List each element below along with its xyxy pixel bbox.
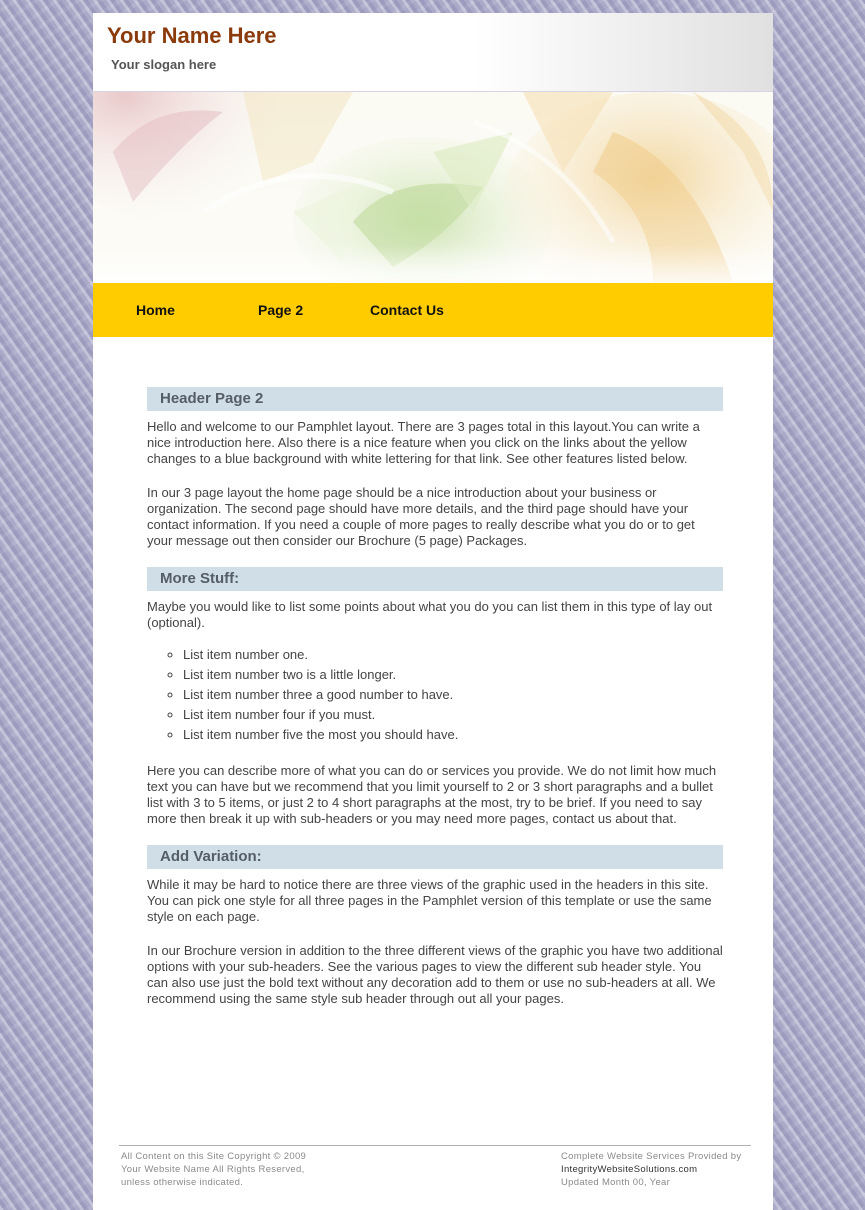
copyright-line: All Content on this Site Copyright © 2009 xyxy=(121,1151,307,1162)
main-content xyxy=(147,387,723,1025)
disclaimer-line: unless otherwise indicated. xyxy=(121,1177,244,1188)
list-item: ◦ List item number one. xyxy=(183,645,723,665)
nav-link-contact-us[interactable]: Contact Us xyxy=(370,302,444,318)
provider-link[interactable]: IntegrityWebsiteSolutions.com xyxy=(561,1164,698,1175)
site-name: Your Name Here xyxy=(107,23,277,48)
footer-divider xyxy=(119,1145,751,1146)
abstract-banner-image xyxy=(93,92,773,283)
subheader-more-stuff: More Stuff: xyxy=(147,567,723,591)
variation-paragraph: While it may be hard to notice there are three views of the graphic used in the headers in this site. You can pick one style for all three pages in the Pamphlet version of this template or use the same style on each page. xyxy=(147,877,712,924)
updated-date-line: Updated Month 00, Year xyxy=(561,1177,671,1188)
list-item: ◦ List item number three a good number to have. xyxy=(183,685,723,705)
main-navigation xyxy=(93,283,773,337)
site-slogan: Your slogan here xyxy=(111,57,217,72)
list-item: ◦ List item number two is a little longer. xyxy=(183,665,723,685)
nav-link-page-2[interactable]: Page 2 xyxy=(258,302,304,318)
nav-link-home[interactable]: Home xyxy=(136,302,175,318)
rights-line: Your Website Name All Rights Reserved, xyxy=(121,1164,305,1175)
footer-credits xyxy=(561,1150,741,1189)
header-banner-graphic xyxy=(93,92,773,283)
services-paragraph: Here you can describe more of what you can do or services you provide. We do not limit how much text you can have but we recommend that you limit yourself to 2 or 3 short paragraphs and a bullet list with 3 to 5 items, or just 2 to 4 short paragraphs at the most, try to be brief. If you need to say more then break it up with sub-headers or you may need more pages, contact us about that. xyxy=(147,763,717,826)
subheader-add-variation: Add Variation: xyxy=(147,845,723,869)
layout-paragraph: In our 3 page layout the home page should be a nice introduction about your business or organization. The second page should have more details, and the third page should have your contact information. If you need a couple of more pages to really describe what you do or to get your message out then consider our Brochure (5 page) Packages. xyxy=(147,485,695,548)
footer-copyright xyxy=(121,1150,306,1189)
intro-paragraph: Hello and welcome to our Pamphlet layout. There are 3 pages total in this layout.You can write a nice introduction here. Also there is a nice feature when you click on the links about the yellow changes to a blue background with white lettering for that link. See other features listed below. xyxy=(147,419,700,466)
brochure-paragraph: In our Brochure version in addition to the three different views of the graphic you have two additional options with your sub-headers. See the various pages to view the different sub header style. You can also use just the bold text without any decoration add to them or use no sub-headers at all. We recommend using the same style sub header through out all your pages. xyxy=(147,943,723,1006)
list-item: ◦ List item number four if you must. xyxy=(183,705,723,725)
list-intro-paragraph: Maybe you would like to list some points about what you do you can list them in this type of lay out (optional). xyxy=(147,599,713,630)
page-container xyxy=(93,13,773,1210)
feature-list xyxy=(147,645,723,745)
list-item: ◦ List item number five the most you should have. xyxy=(183,725,723,745)
subheader-header-page-2: Header Page 2 xyxy=(147,387,723,411)
services-credit-line: Complete Website Services Provided by xyxy=(561,1151,742,1162)
site-header xyxy=(93,13,773,92)
